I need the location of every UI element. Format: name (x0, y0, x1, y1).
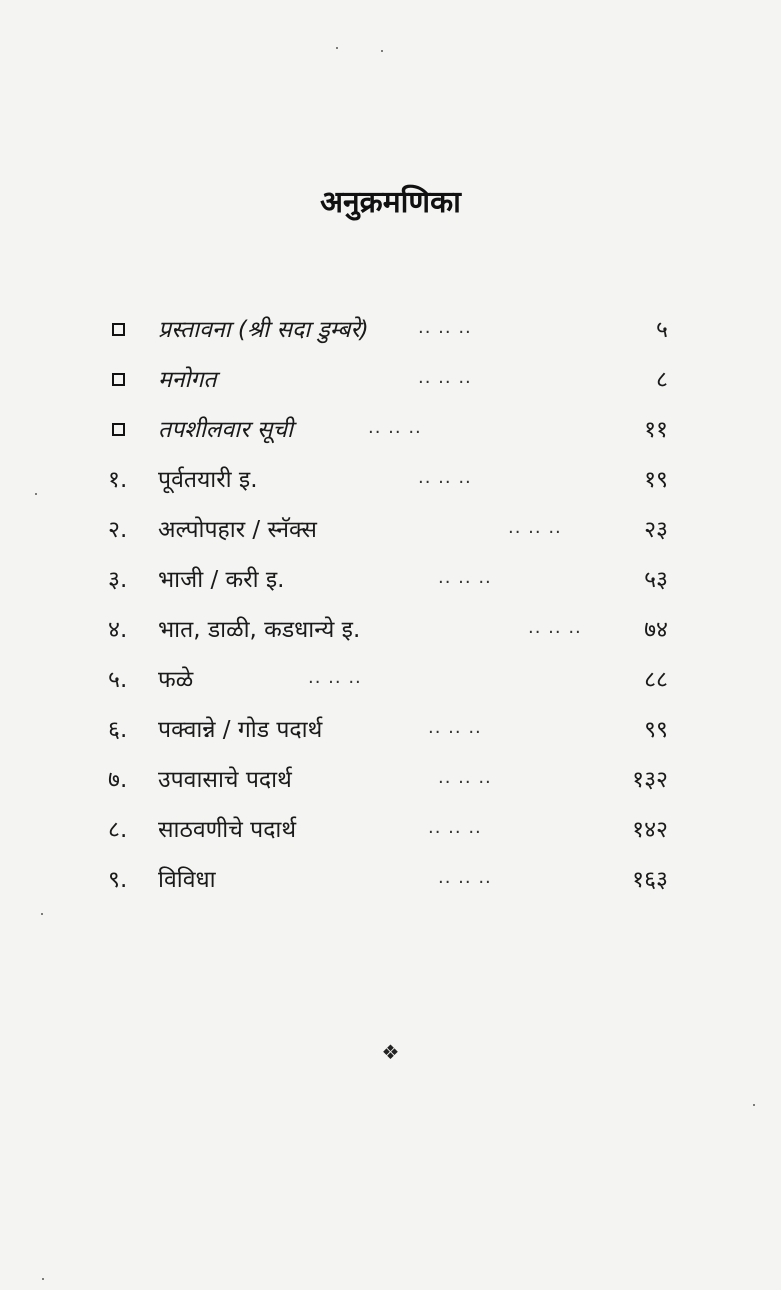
toc-entry-page-number: २३ (644, 517, 668, 543)
dot-leader: .. .. .. (528, 617, 582, 638)
toc-entry[interactable] (108, 610, 668, 660)
square-bullet-icon (112, 423, 125, 436)
ornament-icon: ❖ (381, 1040, 400, 1064)
toc-entry-page-number: १९ (644, 467, 668, 493)
page-title: अनुक्रमणिका (320, 185, 461, 220)
toc-entry-label: पूर्वतयारी इ. (158, 467, 258, 493)
toc-entry-number: ८. (108, 817, 128, 843)
dot-leader: .. .. .. (308, 667, 362, 688)
toc-entry-number: ५. (108, 667, 128, 693)
toc-entry-label: विविधा (158, 867, 216, 893)
toc-entry-page-number: १६३ (632, 867, 668, 893)
toc-entry[interactable] (108, 460, 668, 510)
toc-entry[interactable] (108, 710, 668, 760)
toc-entry-page-number: ५ (656, 317, 668, 343)
dot-leader: .. .. .. (508, 517, 562, 538)
toc-entry[interactable] (108, 860, 668, 910)
dot-leader: .. .. .. (418, 367, 472, 388)
toc-entry-number: २. (108, 517, 128, 543)
table-of-contents (108, 310, 668, 910)
toc-entry-page-number: १४२ (632, 817, 668, 843)
toc-entry-label: मनोगत (158, 367, 217, 393)
dot-leader: .. .. .. (428, 817, 482, 838)
square-bullet-icon (112, 323, 125, 336)
toc-entry[interactable] (108, 410, 668, 460)
dot-leader: .. .. .. (418, 317, 472, 338)
toc-entry-label: अल्पोपहार / स्नॅक्स (158, 517, 317, 543)
toc-entry-label: भात, डाळी, कडधान्ये इ. (158, 617, 361, 643)
toc-entry-number: १. (108, 467, 128, 493)
toc-entry-page-number: ८ (656, 367, 668, 393)
dot-leader: .. .. .. (438, 767, 492, 788)
toc-entry-label: प्रस्तावना (श्री सदा डुम्बरे) (158, 317, 369, 343)
toc-entry-label: भाजी / करी इ. (158, 567, 285, 593)
toc-entry-page-number: ९९ (644, 717, 668, 743)
toc-entry[interactable] (108, 560, 668, 610)
dot-leader: .. .. .. (438, 567, 492, 588)
toc-entry-label: फळे (158, 667, 194, 693)
toc-entry-number: ३. (108, 567, 128, 593)
toc-entry[interactable] (108, 660, 668, 710)
toc-entry-page-number: १३२ (632, 767, 668, 793)
toc-entry-number: ९. (108, 867, 128, 893)
toc-entry-label: तपशीलवार सूची (158, 417, 293, 443)
toc-entry-label: उपवासाचे पदार्थ (158, 767, 292, 793)
toc-entry-page-number: ११ (644, 417, 668, 443)
dot-leader: .. .. .. (428, 717, 482, 738)
toc-entry-label: पक्वान्ने / गोड पदार्थ (158, 717, 323, 743)
toc-entry-number: ६. (108, 717, 128, 743)
dot-leader: .. .. .. (368, 417, 422, 438)
toc-entry-label: साठवणीचे पदार्थ (158, 817, 297, 843)
square-bullet-icon (112, 373, 125, 386)
toc-entry[interactable] (108, 760, 668, 810)
toc-entry-page-number: ८८ (644, 667, 668, 693)
toc-entry-number: ४. (108, 617, 128, 643)
toc-entry[interactable] (108, 360, 668, 410)
toc-entry-number: ७. (108, 767, 128, 793)
toc-entry-page-number: ७४ (644, 617, 668, 643)
toc-entry-page-number: ५३ (644, 567, 668, 593)
toc-entry[interactable] (108, 510, 668, 560)
toc-entry[interactable] (108, 810, 668, 860)
dot-leader: .. .. .. (418, 467, 472, 488)
toc-entry[interactable] (108, 310, 668, 360)
dot-leader: .. .. .. (438, 867, 492, 888)
